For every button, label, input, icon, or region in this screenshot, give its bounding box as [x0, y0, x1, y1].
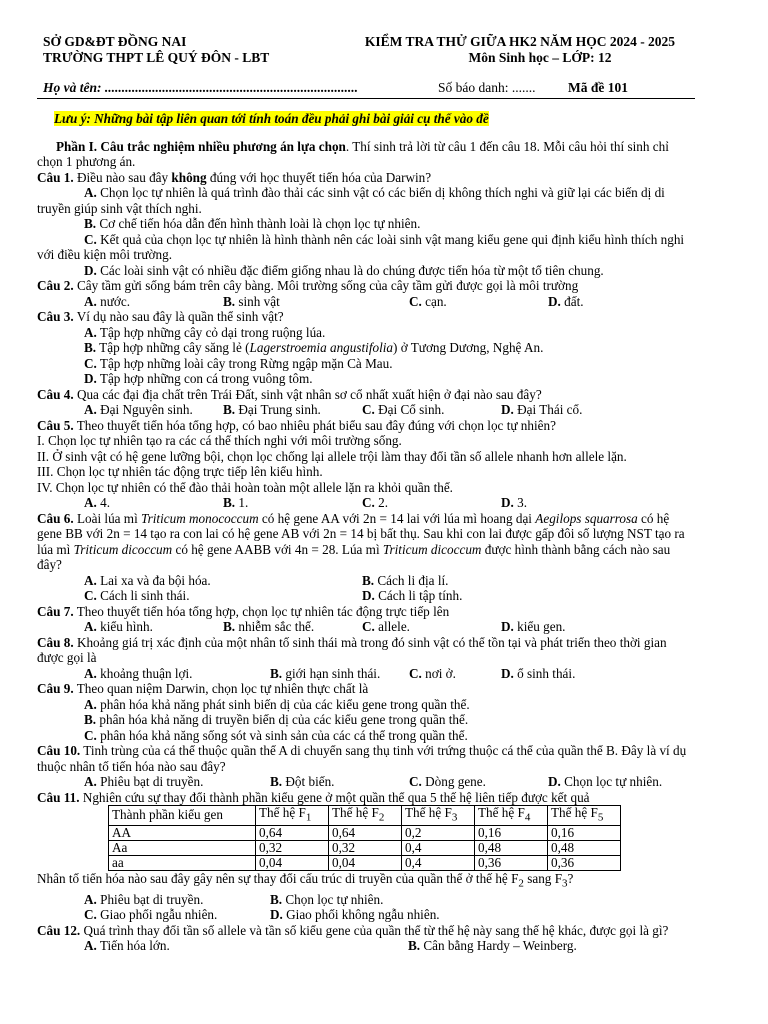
answer-option: C. Kết quả của chọn lọc tự nhiên là hình thành nên các loài sinh vật mang kiểu gene qui định kiểu hình thích nghi với điều kiện môi trường.: [37, 231, 685, 262]
answer-option: C. Đại Cổ sinh.: [362, 402, 445, 417]
answer-option: D. kiểu gen.: [501, 619, 566, 634]
table-header-cell: Thế hệ $F_1$: [256, 806, 329, 826]
table-cell: 0,4: [402, 840, 475, 855]
table-cell: 0,16: [475, 825, 548, 840]
school-name: TRƯỜNG THPT LÊ QUÝ ĐÔN - LBT: [43, 50, 270, 65]
table-cell: 0,48: [548, 840, 621, 855]
student-name-field: Họ và tên: ...........................................................................: [43, 80, 358, 95]
table-cell: 0,32: [256, 840, 329, 855]
answer-option: C. Tập hợp những loài cây trong Rừng ngập mặn Cà Mau.: [84, 355, 393, 371]
question-5: Câu 5. Theo thuyết tiến hóa tổng hợp, có bao nhiêu phát biểu sau đây đúng với chọn lọc tự nhiên? I. Chọn lọc tự nhiên tạo ra các cá thể thích nghi với môi trường sống. II. Ở sinh vật có hệ gene lưỡng bội, chọn lọc chống lại allele trội làm thay đổi tần số allele nhanh hơn allele lặn. III. Chọn lọc tự nhiên tác động trực tiếp lên kiểu hình. IV. Chọn lọc tự nhiên có thể đào thải hoàn toàn một allele lặn ra khỏi quần thể. A. 4. B. 1. C. 2. D. 3.: [37, 418, 695, 511]
table-cell: aa: [109, 855, 256, 870]
answer-option: A. 4.: [84, 495, 111, 510]
question-10: Câu 10. Tinh trùng của cá thể thuộc quần thể A di chuyển sang thụ tinh với trứng thuộc cá thể của quần thể B. Đây là ví dụ thuộc nhân tố tiến hóa nào sau đây? A. Phiêu bạt di truyền. B. Đột biến. C. Dòng gene. D. Chọn lọc tự nhiên.: [37, 743, 687, 789]
exam-code: Mã đề 101: [568, 80, 628, 95]
answer-option: A. nước.: [84, 293, 130, 309]
answer-option: D. Giao phối không ngẫu nhiên.: [270, 907, 440, 923]
genotype-table: [108, 805, 621, 871]
table-row: [109, 855, 621, 870]
department-name: SỞ GD&ĐT ĐỒNG NAI: [43, 34, 187, 49]
answer-option: C. 2.: [362, 495, 389, 510]
table-cell: 0,04: [329, 855, 402, 870]
question-12: Câu 12. Quá trình thay đổi tần số allele và tần số kiểu gene của quần thể từ thế hệ này sang thế hệ khác, được gọi là gì? A. Tiến hóa lớn. B. Cân bằng Hardy – Weinberg.: [37, 922, 669, 954]
answer-option: B. giới hạn sinh thái.: [270, 665, 381, 681]
table-cell: Aa: [109, 840, 256, 855]
answer-option: B. 1.: [223, 495, 249, 510]
answer-option: A. Phiêu bạt di truyền.: [84, 891, 204, 907]
answer-option: D. Cách li tập tính.: [362, 588, 463, 603]
table-header-cell: Thế hệ $F_3$: [402, 806, 475, 826]
answer-option: C. cạn.: [409, 293, 447, 309]
statement: II. Ở sinh vật có hệ gene lưỡng bội, chọn lọc chống lại allele trội làm thay đổi tần số allele nhanh hơn allele lặn.: [37, 448, 627, 464]
answer-option: B. Cân bằng Hardy – Weinberg.: [408, 938, 577, 954]
answer-option: A. kiểu hình.: [84, 619, 153, 634]
question-1: Câu 1. Điều nào sau đây không đúng với học thuyết tiến hóa của Darwin? A. Chọn lọc tự nhiên là quá trình đào thải các sinh vật có các biến dị không thích nghi và giữ lại các biến dị di truyền giúp sinh vật thích nghi. B. Cơ chế tiến hóa dẫn đến hình thành loài là chọn lọc tự nhiên. C. Kết quả của chọn lọc tự nhiên là hình thành nên các loài sinh vật mang kiểu gene qui định kiểu hình thích nghi với điều kiện môi trường. D. Các loài sinh vật có nhiều đặc điểm giống nhau là do chúng được tiến hóa từ một tổ tiên chung.: [37, 170, 695, 279]
answer-option: B. Chọn lọc tự nhiên.: [270, 891, 384, 907]
question-11-followup: Nhân tố tiến hóa nào sau đây gây nên sự thay đổi cấu trúc di truyền của quần thể ở thế hệ $F_2$ sang $F_3$?: [37, 870, 574, 890]
table-cell: 0,64: [329, 825, 402, 840]
answer-option: C. allele.: [362, 619, 410, 634]
answer-option: B. nhiễm sắc thể.: [223, 619, 315, 634]
statement: III. Chọn lọc tự nhiên tác động trực tiếp lên kiểu hình.: [37, 464, 323, 479]
calculation-note: Lưu ý: Những bài tập liên quan tới tính toán đều phải ghi bài giải cụ thể vào đề: [54, 111, 489, 126]
question-9: Câu 9. Theo quan niệm Darwin, chọn lọc tự nhiên thực chất là A. phân hóa khả năng phát sinh biến dị của các kiểu gene trong quần thể. B. phân hóa khả năng di truyền biến dị của các kiểu gene trong quần thể. C. phân hóa khả năng sống sót và sinh sản của các cá thể trong quần thể.: [37, 681, 695, 743]
answer-option: D. Chọn lọc tự nhiên.: [548, 774, 663, 789]
table-cell: 0,4: [402, 855, 475, 870]
answer-option: D. đất.: [548, 293, 584, 309]
question-4: Câu 4. Qua các đại địa chất trên Trái Đất, sinh vật nhân sơ cổ nhất xuất hiện ở đại nào sau đây? A. Đại Nguyên sinh. B. Đại Trung sinh. C. Đại Cổ sinh. D. Đại Thái cổ.: [37, 386, 583, 417]
table-cell: 0,36: [475, 855, 548, 870]
question-3: Câu 3. Ví dụ nào sau đây là quần thể sinh vật? A. Tập hợp những cây cỏ dại trong ruộng lúa. B. Tập hợp những cây săng lẻ (Lagerstroemia angustifolia) ở Tương Dương, Nghệ An. C. Tập hợp những loài cây trong Rừng ngập mặn Cà Mau. D. Tập hợp những con cá trong vuông tôm.: [37, 309, 695, 387]
student-info-line: [37, 80, 695, 99]
answer-option: B. Đột biến.: [270, 774, 335, 789]
answer-option: B. Tập hợp những cây săng lẻ (Lagerstroemia angustifolia) ở Tương Dương, Nghệ An.: [84, 340, 544, 355]
table-cell: 0,32: [329, 840, 402, 855]
table-row: [109, 825, 621, 840]
exam-subject: Môn Sinh học – LỚP: 12: [468, 50, 612, 65]
answer-option: A. phân hóa khả năng phát sinh biến dị của các kiểu gene trong quần thể.: [84, 696, 470, 712]
answer-option: A. khoảng thuận lợi.: [84, 665, 193, 681]
answer-option: D. Các loài sinh vật có nhiều đặc điểm giống nhau là do chúng được tiến hóa từ một tổ tiên chung.: [84, 262, 604, 278]
table-header-cell: Thế hệ $F_2$: [329, 806, 402, 826]
question-2: Câu 2. Cây tầm gửi sống bám trên cây bàng. Môi trường sống của cây tầm gửi được gọi là môi trường A. nước. B. sinh vật C. cạn. D. đất.: [37, 278, 584, 309]
table-cell: 0,04: [256, 855, 329, 870]
table-header-row: [109, 806, 621, 826]
table-cell: 0,36: [548, 855, 621, 870]
answer-option: B. phân hóa khả năng di truyền biến dị của các kiểu gene trong quần thể.: [84, 712, 469, 727]
table-cell: 0,64: [256, 825, 329, 840]
part1-instructions: Phần I. Câu trắc nghiệm nhiều phương án lựa chọn. Thí sinh trả lời từ câu 1 đến câu 18. Mỗi câu hỏi thí sinh chỉ chọn 1 phương án.: [37, 138, 669, 169]
answer-option: C. phân hóa khả năng sống sót và sinh sản của các cá thể trong quần thể.: [84, 727, 468, 743]
exam-title: KIỂM TRA THỬ GIỮA HK2 NĂM HỌC 2024 - 2025: [364, 34, 676, 49]
question-11: Câu 11. Nghiên cứu sự thay đổi thành phần kiểu gene ở một quần thể qua 5 thế hệ liên tiếp được kết quả Thành phần kiểu gen Thế hệ $F_1$ Thế hệ $F_2$ Thế hệ $F_3$ Thế hệ $F_4$ Thế hệ $F_5$ AA 0,64 0,64 0,2 0,16 0,16 Aa 0,32 0,32 0,4 0,48 0,48 aa 0,04 0,04 0,4 0,36 0,36 Nhân tố tiến hóa nào sau đây gây nên sự thay đổi cấu trúc di truyền của quần thể ở thế hệ $F_2$ sang $F_3$? A. Phiêu bạt di truyền. B. Chọn lọc tự nhiên. C. Giao phối ngẫu nhiên. D. Giao phối không ngẫu nhiên.: [37, 790, 695, 923]
table-header-cell: Thế hệ $F_5$: [548, 806, 621, 826]
answer-option: A. Tiến hóa lớn.: [84, 938, 170, 954]
answer-option: D. Tập hợp những con cá trong vuông tôm.: [84, 371, 313, 386]
answer-option: C. Dòng gene.: [409, 774, 486, 789]
question-7: Câu 7. Theo thuyết tiến hóa tổng hợp, chọn lọc tự nhiên tác động trực tiếp lên A. kiểu hình. B. nhiễm sắc thể. C. allele. D. kiểu gen.: [37, 603, 566, 634]
table-cell: AA: [109, 825, 256, 840]
answer-option: B. Đại Trung sinh.: [223, 402, 321, 417]
table-row: [109, 840, 621, 855]
statement: IV. Chọn lọc tự nhiên có thể đào thải hoàn toàn một allele lặn ra khỏi quần thể.: [37, 479, 453, 495]
answer-option: A. Tập hợp những cây cỏ dại trong ruộng lúa.: [84, 324, 326, 340]
question-6: Câu 6. Loài lúa mì Triticum monococcum có hệ gene AA với 2n = 14 lai với lúa mì hoang dại Aegilops squarrosa có hệ gene BB với 2n = 14 tạo ra con lai có hệ gene AB với 2n = 14 bị bất thụ. Sau khi con lai được gấp đôi số lượng NST tạo ra lúa mì Triticum dicoccum có hệ gene AABB với 4n = 28. Lúa mì Triticum dicoccum được hình thành bằng cách nào sau đây? A. Lai xa và đa bội hóa. B. Cách li địa lí. C. Cách li sinh thái. D. Cách li tập tính.: [37, 510, 685, 603]
answer-option: A. Phiêu bạt di truyền.: [84, 774, 204, 789]
answer-option: A. Lai xa và đa bội hóa.: [84, 572, 211, 588]
question-8: Câu 8. Khoảng giá trị xác định của một nhân tố sinh thái mà trong đó sinh vật có thể tồn tại và phát triển theo thời gian được gọi là A. khoảng thuận lợi. B. giới hạn sinh thái. C. nơi ở. D. ổ sinh thái.: [37, 634, 667, 681]
answer-option: B. sinh vật: [223, 293, 280, 309]
table-cell: 0,48: [475, 840, 548, 855]
answer-option: C. Giao phối ngẫu nhiên.: [84, 907, 218, 923]
answer-option: C. Cách li sinh thái.: [84, 588, 190, 603]
table-cell: 0,2: [402, 825, 475, 840]
statement: I. Chọn lọc tự nhiên tạo ra các cá thể thích nghi với môi trường sống.: [37, 433, 402, 448]
answer-option: A. Đại Nguyên sinh.: [84, 402, 193, 417]
answer-option: B. Cách li địa lí.: [362, 572, 449, 588]
answer-option: C. nơi ở.: [409, 665, 456, 681]
answer-option: D. Đại Thái cổ.: [501, 402, 583, 417]
exam-header: [37, 34, 695, 66]
table-header-cell: Thế hệ $F_4$: [475, 806, 548, 826]
answer-option: D. ổ sinh thái.: [501, 665, 576, 681]
table-cell: 0,16: [548, 825, 621, 840]
answer-option: A. Chọn lọc tự nhiên là quá trình đào thải các sinh vật có các biến dị không thích nghi và giữ lại các biến dị di truyền giúp sinh vật thích nghi.: [37, 185, 665, 216]
candidate-number-field: Số báo danh: .......: [438, 80, 536, 95]
answer-option: D. 3.: [501, 495, 528, 510]
table-header-cell: Thành phần kiểu gen: [109, 806, 256, 826]
answer-option: B. Cơ chế tiến hóa dẫn đến hình thành loài là chọn lọc tự nhiên.: [84, 216, 421, 231]
exam-page: [37, 34, 695, 954]
